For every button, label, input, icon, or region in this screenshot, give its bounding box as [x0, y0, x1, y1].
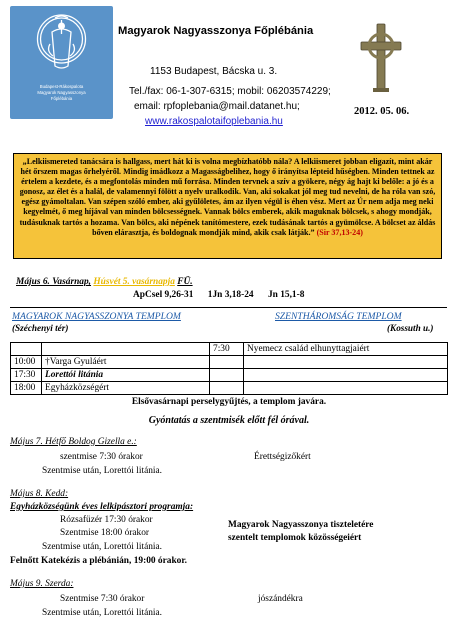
time-left: 10:00	[11, 356, 42, 369]
sunday-heading	[16, 277, 193, 287]
day-line: Szentmise után, Lorettói litánia.	[42, 466, 163, 476]
table-row	[11, 369, 448, 382]
intention-left: Egyházközségért	[42, 382, 210, 395]
intention-right	[244, 382, 448, 395]
quote-reference: (Sir 37,13-24)	[316, 227, 363, 237]
intention-left: Lorettói litánia	[42, 369, 210, 382]
day-line: Szentmise után, Lorettói litánia.	[42, 608, 163, 618]
table-row	[11, 356, 448, 369]
parish-address: 1153 Budapest, Bácska u. 3.	[150, 66, 278, 77]
day-intention: Érettségizőkért	[254, 452, 311, 462]
intention-right	[244, 369, 448, 382]
reading-3: Jn 15,1-8	[267, 290, 305, 300]
bulletin-date: 2012. 05. 06.	[354, 106, 410, 117]
table-row	[11, 382, 448, 395]
time-right	[210, 356, 244, 369]
day-intention: jószándékra	[258, 594, 303, 604]
quote-text: „Lelkiismereted tanácsára is hallgass, mert hát ki is volna megbízhatóbb nála? A lelkiismeret jobban eligazít, mint akár hét őrszem magas őrhelyéről. Mindig imádkozz a Magasságbelihez, hogy ő irányítsa lépteid hűségben. Minden tettnek az értelem a kezdete, és a megfontolás minden mű forrása. Minden tervnek a szív a gyökere, négy ág hajt ki belőle: a jó és a gonosz, az élet és a halál, de valamennyi fölött a nyelv uralkodik. Van, aki sokakat jól meg tud nevelni, de ha róla van szó, egész gyámoltalan. Van szépen szóló ember, aki gyűlöletes, ám az ilyen végül is éhen vész. Mert az Úr nem adja meg neki kegyelmét, ő meg híjával van minden bölcsességnek. Vannak bölcs emberek, akik maguknak bölcsek, s ahogy mondják, tudásuknak tartós a hozama. Van bölcs, aki népének tanítómestere, ezek tudásának tartós a gyümölcse. A bölcset az áldás bőven elárasztja, és boldognak mondják mind, akik csak látják.”	[19, 157, 436, 237]
website-link[interactable]: www.rakospalotaifoplebania.hu	[145, 116, 283, 127]
day-heading-may8: Május 8. Kedd:	[10, 489, 69, 499]
sunday-date: Május 6. Vasárnap,	[16, 277, 92, 287]
email-line: email: rpfoplebania@mail.datanet.hu;	[134, 101, 300, 112]
collection-note: Elsővasárnapi perselygyűjtés, a templom javára.	[131, 397, 327, 407]
day-intention: Magyarok Nagyasszonya tiszteletére	[228, 520, 374, 530]
day-intention: szentelt templomok közösségeiért	[228, 533, 362, 543]
day-line: szentmise 7:30 órakor	[60, 452, 143, 462]
time-left: 17:30	[11, 369, 42, 382]
phone-line: Tel./fax: 06-1-307-6315; mobil: 06203574229;	[129, 86, 331, 97]
divider	[10, 307, 447, 308]
time-left: 18:00	[11, 382, 42, 395]
time-right	[210, 369, 244, 382]
church-right-place: (Kossuth u.)	[387, 323, 434, 333]
logo-text-line-2: Magyarok Nagyasszonya	[37, 90, 86, 95]
church-left-name: MAGYAROK NAGYASSZONYA TEMPLOM	[12, 311, 181, 322]
day-heading-may7: Május 7. Hétfő Boldog Gizella e.:	[10, 437, 137, 447]
reading-1: ApCsel 9,26-31	[133, 290, 194, 300]
mass-schedule-table	[10, 342, 448, 395]
intention-right: Nyemecz család elhunyttagjaiért	[244, 343, 448, 356]
program-heading: Egyházközségünk éves lelkipásztori programja:	[10, 502, 194, 512]
day-line: Szentmise 18:00 órakor	[60, 528, 150, 538]
day-line: Szentmise 7:30 órakor	[60, 594, 145, 604]
sunday-feast: Húsvét 5. vasárnapja	[93, 277, 175, 287]
time-right: 7:30	[210, 343, 244, 356]
intention-left: †Varga Gyuláért	[42, 356, 210, 369]
sunday-code: FÜ.	[177, 277, 193, 287]
day-line: Szentmise után, Lorettói litánia.	[42, 542, 163, 552]
table-row	[11, 343, 448, 356]
day-line: Rózsafüzér 17:30 órakor	[60, 515, 153, 525]
parish-logo	[10, 6, 113, 119]
celtic-cross-icon	[358, 22, 404, 99]
church-left-place: (Széchenyi tér)	[12, 323, 69, 333]
intention-right	[244, 356, 448, 369]
time-left	[11, 343, 42, 356]
day-heading-may9: Május 9. Szerda:	[10, 579, 74, 589]
church-right-name: SZENTHÁROMSÁG TEMPLOM	[275, 311, 402, 322]
confession-note: Gyóntatás a szentmisék előtt fél órával.	[148, 415, 310, 426]
parish-title: Magyarok Nagyasszonya Főplébánia	[118, 25, 314, 37]
intention-left	[42, 343, 210, 356]
reading-2: 1Jn 3,18-24	[207, 290, 254, 300]
catechesis-note: Felnőtt Katekézis a plébánián, 19:00 órakor.	[10, 556, 187, 566]
logo-text-line-1: Budapest-Rákospalota	[39, 84, 84, 89]
time-right	[210, 382, 244, 395]
logo-text-line-3: Főplébánia	[50, 96, 73, 101]
scripture-quote-box	[13, 153, 442, 259]
sunday-readings	[133, 290, 316, 300]
